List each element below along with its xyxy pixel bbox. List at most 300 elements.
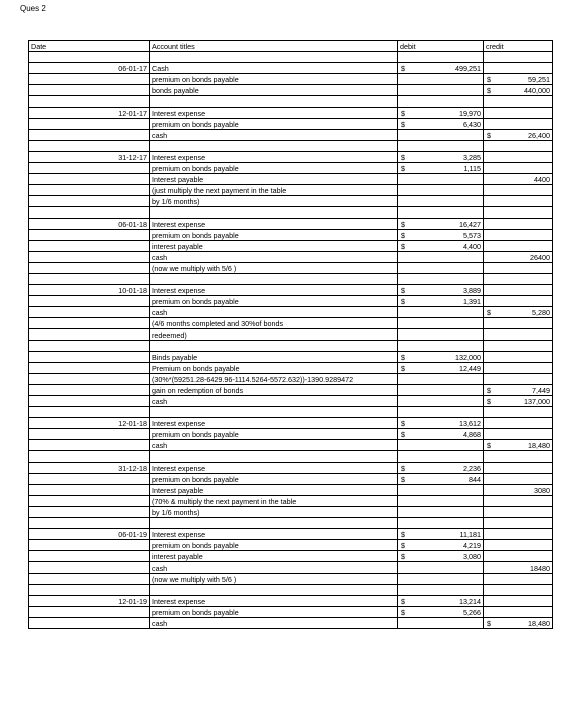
date-cell bbox=[29, 617, 150, 628]
account-title-cell bbox=[150, 273, 398, 284]
table-row bbox=[29, 151, 553, 162]
credit-cell bbox=[484, 617, 553, 628]
credit-cell bbox=[484, 229, 553, 240]
table-row bbox=[29, 595, 553, 606]
credit-cell bbox=[484, 351, 553, 362]
credit-cell bbox=[484, 140, 553, 151]
account-title-cell: interest payable bbox=[150, 240, 398, 251]
debit-cell bbox=[398, 207, 484, 218]
debit-amount: 13,612 bbox=[459, 419, 481, 429]
credit-cell bbox=[484, 418, 553, 429]
credit-cell bbox=[484, 151, 553, 162]
date-cell bbox=[29, 518, 150, 529]
currency-symbol: $ bbox=[401, 297, 405, 307]
credit-cell bbox=[484, 518, 553, 529]
currency-symbol: $ bbox=[401, 119, 405, 129]
date-cell bbox=[29, 262, 150, 273]
date-cell bbox=[29, 451, 150, 462]
credit-cell bbox=[484, 118, 553, 129]
account-title-cell: premium on bonds payable bbox=[150, 540, 398, 551]
account-title-cell: Interest payable bbox=[150, 174, 398, 185]
date-cell bbox=[29, 196, 150, 207]
credit-cell bbox=[484, 373, 553, 384]
table-row bbox=[29, 285, 553, 296]
header-debit: debit bbox=[398, 41, 484, 52]
debit-cell bbox=[398, 351, 484, 362]
debit-amount: 2,236 bbox=[463, 463, 481, 473]
debit-cell bbox=[398, 118, 484, 129]
debit-cell bbox=[398, 129, 484, 140]
table-row bbox=[29, 617, 553, 628]
table-row bbox=[29, 440, 553, 451]
account-title-cell: premium on bonds payable bbox=[150, 163, 398, 174]
table-row bbox=[29, 606, 553, 617]
debit-cell bbox=[398, 540, 484, 551]
debit-cell bbox=[398, 495, 484, 506]
debit-cell bbox=[398, 251, 484, 262]
debit-cell bbox=[398, 429, 484, 440]
credit-cell bbox=[484, 440, 553, 451]
account-title-cell: (now we multiply with 5/6 ) bbox=[150, 573, 398, 584]
debit-amount: 844 bbox=[469, 474, 481, 484]
table-row bbox=[29, 207, 553, 218]
debit-cell bbox=[398, 396, 484, 407]
credit-amount: 26400 bbox=[530, 252, 550, 262]
header-row bbox=[29, 41, 553, 52]
credit-cell bbox=[484, 506, 553, 517]
date-cell bbox=[29, 329, 150, 340]
table-row bbox=[29, 174, 553, 185]
currency-symbol: $ bbox=[401, 64, 405, 74]
currency-symbol: $ bbox=[401, 363, 405, 373]
date-cell: 31-12-18 bbox=[29, 462, 150, 473]
date-cell bbox=[29, 584, 150, 595]
credit-cell bbox=[484, 329, 553, 340]
table-row bbox=[29, 495, 553, 506]
date-cell: 31-12-17 bbox=[29, 151, 150, 162]
date-cell bbox=[29, 318, 150, 329]
date-cell bbox=[29, 540, 150, 551]
date-cell bbox=[29, 429, 150, 440]
date-cell bbox=[29, 407, 150, 418]
debit-cell bbox=[398, 340, 484, 351]
currency-symbol: $ bbox=[401, 108, 405, 118]
table-row bbox=[29, 262, 553, 273]
account-title-cell: cash bbox=[150, 617, 398, 628]
debit-cell bbox=[398, 329, 484, 340]
credit-amount: 4400 bbox=[534, 175, 550, 185]
date-cell bbox=[29, 484, 150, 495]
debit-amount: 499,251 bbox=[455, 64, 481, 74]
table-row bbox=[29, 240, 553, 251]
currency-symbol: $ bbox=[487, 441, 491, 451]
date-cell bbox=[29, 340, 150, 351]
date-cell bbox=[29, 229, 150, 240]
journal-table bbox=[28, 40, 553, 629]
table-row bbox=[29, 396, 553, 407]
debit-amount: 4,219 bbox=[463, 541, 481, 551]
account-title-cell: (30%*(59251.28-6429.96-1114.5264-5572.632))-1390.9289472 bbox=[150, 373, 398, 384]
debit-cell bbox=[398, 96, 484, 107]
table-row bbox=[29, 85, 553, 96]
table-row bbox=[29, 218, 553, 229]
account-title-cell: (70% & multiply the next payment in the table bbox=[150, 495, 398, 506]
date-cell bbox=[29, 440, 150, 451]
credit-cell bbox=[484, 540, 553, 551]
debit-cell bbox=[398, 562, 484, 573]
account-title-cell: by 1/6 months) bbox=[150, 196, 398, 207]
table-row bbox=[29, 63, 553, 74]
date-cell bbox=[29, 251, 150, 262]
credit-cell bbox=[484, 595, 553, 606]
debit-cell bbox=[398, 52, 484, 63]
account-title-cell: cash bbox=[150, 129, 398, 140]
table-row bbox=[29, 506, 553, 517]
credit-cell bbox=[484, 573, 553, 584]
date-cell bbox=[29, 351, 150, 362]
debit-amount: 16,427 bbox=[459, 219, 481, 229]
table-row bbox=[29, 318, 553, 329]
table-row bbox=[29, 107, 553, 118]
currency-symbol: $ bbox=[401, 241, 405, 251]
debit-cell bbox=[398, 285, 484, 296]
currency-symbol: $ bbox=[487, 386, 491, 395]
header-date: Date bbox=[29, 41, 150, 52]
table-row bbox=[29, 462, 553, 473]
debit-cell bbox=[398, 362, 484, 373]
date-cell bbox=[29, 207, 150, 218]
debit-amount: 1,391 bbox=[463, 297, 481, 307]
account-title-cell bbox=[150, 140, 398, 151]
credit-cell bbox=[484, 362, 553, 373]
credit-cell bbox=[484, 273, 553, 284]
table-row bbox=[29, 307, 553, 318]
currency-symbol: $ bbox=[401, 607, 405, 617]
currency-symbol: $ bbox=[401, 552, 405, 562]
currency-symbol: $ bbox=[401, 153, 405, 163]
credit-cell bbox=[484, 606, 553, 617]
account-title-cell: Interest expense bbox=[150, 107, 398, 118]
credit-cell bbox=[484, 251, 553, 262]
currency-symbol: $ bbox=[401, 286, 405, 296]
currency-symbol: $ bbox=[487, 86, 491, 96]
currency-symbol: $ bbox=[401, 596, 405, 606]
date-cell: 06-01-17 bbox=[29, 63, 150, 74]
table-row bbox=[29, 273, 553, 284]
account-title-cell bbox=[150, 407, 398, 418]
table-row bbox=[29, 429, 553, 440]
date-cell: 12-01-18 bbox=[29, 418, 150, 429]
table-row bbox=[29, 484, 553, 495]
date-cell bbox=[29, 129, 150, 140]
debit-cell bbox=[398, 451, 484, 462]
date-cell bbox=[29, 240, 150, 251]
account-title-cell: Interest expense bbox=[150, 218, 398, 229]
table-row bbox=[29, 96, 553, 107]
date-cell bbox=[29, 495, 150, 506]
debit-amount: 3,889 bbox=[463, 286, 481, 296]
credit-cell bbox=[484, 85, 553, 96]
account-title-cell bbox=[150, 52, 398, 63]
journal-body bbox=[29, 41, 553, 629]
table-row bbox=[29, 129, 553, 140]
debit-cell bbox=[398, 584, 484, 595]
credit-cell bbox=[484, 584, 553, 595]
currency-symbol: $ bbox=[487, 130, 491, 140]
debit-cell bbox=[398, 296, 484, 307]
account-title-cell: premium on bonds payable bbox=[150, 296, 398, 307]
account-title-cell: premium on bonds payable bbox=[150, 473, 398, 484]
debit-cell bbox=[398, 273, 484, 284]
account-title-cell: Interest expense bbox=[150, 418, 398, 429]
currency-symbol: $ bbox=[401, 230, 405, 240]
credit-cell bbox=[484, 340, 553, 351]
table-row bbox=[29, 362, 553, 373]
debit-cell bbox=[398, 518, 484, 529]
account-title-cell: premium on bonds payable bbox=[150, 74, 398, 85]
date-cell bbox=[29, 85, 150, 96]
debit-cell bbox=[398, 85, 484, 96]
table-row bbox=[29, 518, 553, 529]
table-row bbox=[29, 584, 553, 595]
credit-cell bbox=[484, 285, 553, 296]
credit-amount: 440,000 bbox=[524, 86, 550, 96]
currency-symbol: $ bbox=[401, 352, 405, 362]
debit-cell bbox=[398, 529, 484, 540]
currency-symbol: $ bbox=[401, 219, 405, 229]
account-title-cell: interest payable bbox=[150, 551, 398, 562]
debit-cell bbox=[398, 440, 484, 451]
table-row bbox=[29, 540, 553, 551]
account-title-cell: by 1/6 months) bbox=[150, 506, 398, 517]
table-row bbox=[29, 384, 553, 395]
currency-symbol: $ bbox=[487, 75, 491, 85]
debit-cell bbox=[398, 140, 484, 151]
date-cell bbox=[29, 362, 150, 373]
table-row bbox=[29, 351, 553, 362]
debit-amount: 12,449 bbox=[459, 363, 481, 373]
debit-amount: 5,266 bbox=[463, 607, 481, 617]
date-cell bbox=[29, 118, 150, 129]
currency-symbol: $ bbox=[401, 474, 405, 484]
debit-amount: 4,400 bbox=[463, 241, 481, 251]
account-title-cell: gain on redemption of bonds bbox=[150, 384, 398, 395]
debit-cell bbox=[398, 606, 484, 617]
table-row bbox=[29, 562, 553, 573]
date-cell: 06-01-19 bbox=[29, 529, 150, 540]
account-title-cell bbox=[150, 340, 398, 351]
table-row bbox=[29, 229, 553, 240]
date-cell bbox=[29, 473, 150, 484]
account-title-cell: cash bbox=[150, 440, 398, 451]
debit-cell bbox=[398, 163, 484, 174]
date-cell bbox=[29, 174, 150, 185]
account-title-cell: cash bbox=[150, 396, 398, 407]
account-title-cell bbox=[150, 96, 398, 107]
currency-symbol: $ bbox=[487, 397, 491, 407]
date-cell: 12-01-19 bbox=[29, 595, 150, 606]
table-row bbox=[29, 529, 553, 540]
account-title-cell bbox=[150, 518, 398, 529]
debit-cell bbox=[398, 384, 484, 395]
credit-amount: 18480 bbox=[530, 563, 550, 573]
debit-cell bbox=[398, 551, 484, 562]
debit-cell bbox=[398, 418, 484, 429]
debit-cell bbox=[398, 573, 484, 584]
debit-cell bbox=[398, 617, 484, 628]
debit-amount: 3,080 bbox=[463, 552, 481, 562]
header-credit: credit bbox=[484, 41, 553, 52]
date-cell: 12-01-17 bbox=[29, 107, 150, 118]
account-title-cell: premium on bonds payable bbox=[150, 606, 398, 617]
credit-cell bbox=[484, 196, 553, 207]
credit-cell bbox=[484, 207, 553, 218]
credit-cell bbox=[484, 96, 553, 107]
account-title-cell: Binds payable bbox=[150, 351, 398, 362]
table-row bbox=[29, 251, 553, 262]
date-cell bbox=[29, 506, 150, 517]
account-title-cell bbox=[150, 584, 398, 595]
currency-symbol: $ bbox=[401, 419, 405, 429]
debit-cell bbox=[398, 74, 484, 85]
table-row bbox=[29, 451, 553, 462]
account-title-cell bbox=[150, 451, 398, 462]
credit-cell bbox=[484, 462, 553, 473]
date-cell: 10-01-18 bbox=[29, 285, 150, 296]
debit-amount: 4,868 bbox=[463, 430, 481, 440]
date-cell bbox=[29, 396, 150, 407]
account-title-cell: cash bbox=[150, 562, 398, 573]
account-title-cell: (4/6 months completed and 30%of bonds bbox=[150, 318, 398, 329]
date-cell: 06-01-18 bbox=[29, 218, 150, 229]
credit-cell bbox=[484, 240, 553, 251]
account-title-cell: Interest expense bbox=[150, 595, 398, 606]
date-cell bbox=[29, 273, 150, 284]
debit-cell bbox=[398, 473, 484, 484]
currency-symbol: $ bbox=[487, 308, 491, 318]
date-cell bbox=[29, 296, 150, 307]
credit-cell bbox=[484, 52, 553, 63]
debit-cell bbox=[398, 107, 484, 118]
debit-cell bbox=[398, 462, 484, 473]
date-cell bbox=[29, 185, 150, 196]
debit-amount: 13,214 bbox=[459, 596, 481, 606]
account-title-cell: premium on bonds payable bbox=[150, 118, 398, 129]
account-title-cell: Interest expense bbox=[150, 151, 398, 162]
table-row bbox=[29, 74, 553, 85]
account-title-cell: Interest expense bbox=[150, 285, 398, 296]
debit-cell bbox=[398, 151, 484, 162]
table-row bbox=[29, 407, 553, 418]
account-title-cell: Interest expense bbox=[150, 529, 398, 540]
account-title-cell: redeemed) bbox=[150, 329, 398, 340]
account-title-cell: bonds payable bbox=[150, 85, 398, 96]
credit-cell bbox=[484, 262, 553, 273]
credit-cell bbox=[484, 174, 553, 185]
table-row bbox=[29, 196, 553, 207]
credit-amount: 3080 bbox=[534, 485, 550, 495]
debit-amount: 19,970 bbox=[459, 108, 481, 118]
currency-symbol: $ bbox=[401, 430, 405, 440]
date-cell bbox=[29, 373, 150, 384]
credit-cell bbox=[484, 529, 553, 540]
credit-amount: 7,449 bbox=[532, 386, 550, 395]
credit-cell bbox=[484, 551, 553, 562]
debit-amount: 6,430 bbox=[463, 119, 481, 129]
debit-cell bbox=[398, 240, 484, 251]
credit-cell bbox=[484, 163, 553, 174]
credit-cell bbox=[484, 74, 553, 85]
credit-cell bbox=[484, 407, 553, 418]
credit-amount: 18,480 bbox=[528, 618, 550, 628]
debit-cell bbox=[398, 484, 484, 495]
debit-cell bbox=[398, 506, 484, 517]
header-account-titles: Account titles bbox=[150, 41, 398, 52]
table-row bbox=[29, 340, 553, 351]
debit-cell bbox=[398, 185, 484, 196]
credit-cell bbox=[484, 562, 553, 573]
table-row bbox=[29, 163, 553, 174]
credit-cell bbox=[484, 107, 553, 118]
date-cell bbox=[29, 74, 150, 85]
question-title: Ques 2 bbox=[20, 4, 46, 13]
date-cell bbox=[29, 384, 150, 395]
debit-cell bbox=[398, 63, 484, 74]
account-title-cell: premium on bonds payable bbox=[150, 229, 398, 240]
credit-cell bbox=[484, 129, 553, 140]
debit-amount: 132,000 bbox=[455, 352, 481, 362]
table-row bbox=[29, 418, 553, 429]
account-title-cell: (now we multiply with 5/6 ) bbox=[150, 262, 398, 273]
debit-amount: 1,115 bbox=[463, 164, 481, 174]
account-title-cell: cash bbox=[150, 251, 398, 262]
debit-amount: 3,285 bbox=[463, 153, 481, 163]
date-cell bbox=[29, 140, 150, 151]
table-row bbox=[29, 573, 553, 584]
account-title-cell: Premium on bonds payable bbox=[150, 362, 398, 373]
credit-cell bbox=[484, 185, 553, 196]
account-title-cell: premium on bonds payable bbox=[150, 429, 398, 440]
date-cell bbox=[29, 606, 150, 617]
credit-amount: 137,000 bbox=[524, 397, 550, 407]
account-title-cell: Interest expense bbox=[150, 462, 398, 473]
credit-cell bbox=[484, 307, 553, 318]
table-row bbox=[29, 52, 553, 63]
account-title-cell bbox=[150, 207, 398, 218]
table-row bbox=[29, 473, 553, 484]
debit-cell bbox=[398, 407, 484, 418]
credit-cell bbox=[484, 451, 553, 462]
credit-cell bbox=[484, 429, 553, 440]
date-cell bbox=[29, 307, 150, 318]
credit-amount: 59,251 bbox=[528, 75, 550, 85]
currency-symbol: $ bbox=[487, 618, 491, 628]
table-row bbox=[29, 373, 553, 384]
account-title-cell: Interest payable bbox=[150, 484, 398, 495]
currency-symbol: $ bbox=[401, 530, 405, 540]
debit-amount: 5,573 bbox=[463, 230, 481, 240]
debit-cell bbox=[398, 595, 484, 606]
debit-cell bbox=[398, 229, 484, 240]
credit-cell bbox=[484, 296, 553, 307]
table-row bbox=[29, 329, 553, 340]
credit-cell bbox=[484, 484, 553, 495]
credit-amount: 26,400 bbox=[528, 130, 550, 140]
debit-amount: 11,181 bbox=[459, 530, 481, 540]
table-row bbox=[29, 551, 553, 562]
credit-cell bbox=[484, 318, 553, 329]
credit-amount: 5,280 bbox=[532, 308, 550, 318]
